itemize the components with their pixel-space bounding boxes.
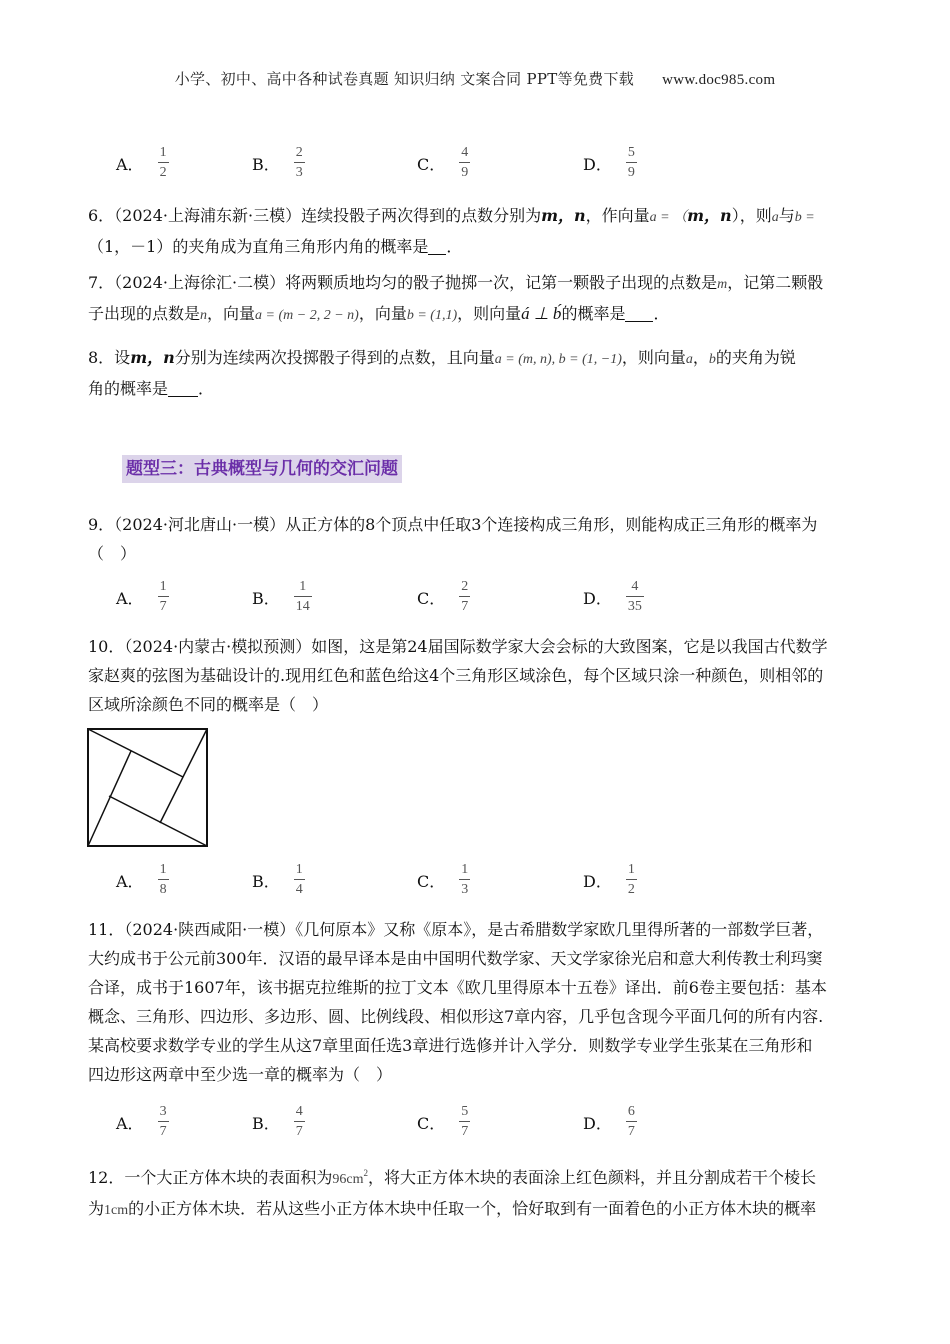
q11-option-b[interactable]: B． $\frac{4}{7}$: [252, 1104, 303, 1139]
fraction: $\frac{4}{35}$: [627, 579, 642, 614]
q5-options: [116, 145, 876, 191]
fraction: $\frac{1}{4}$: [295, 862, 303, 897]
page-header: [0, 68, 950, 89]
fraction: $\frac{1}{8}$: [159, 862, 167, 897]
q11-option-d[interactable]: D． $\frac{6}{7}$: [583, 1104, 635, 1139]
q9-option-d[interactable]: D． $\frac{4}{35}$: [583, 579, 642, 614]
header-site: www.doc985.com: [662, 72, 776, 88]
answer-blank[interactable]: [428, 236, 446, 255]
fraction: $\frac{4}{7}$: [295, 1104, 303, 1139]
fraction: $\frac{2}{7}$: [461, 579, 469, 614]
fraction: $\frac{1}{7}$: [159, 579, 167, 614]
q11-options: [116, 1104, 876, 1150]
section-title: 题型三：古典概型与几何的交汇问题: [122, 455, 402, 483]
answer-blank[interactable]: [168, 378, 198, 397]
q5-option-c[interactable]: C． $\frac{4}{9}$: [417, 145, 469, 180]
q10-option-c[interactable]: C． $\frac{1}{3}$: [417, 862, 469, 897]
fraction: $\frac{1}{2}$: [627, 862, 635, 897]
fraction: $\frac{4}{9}$: [461, 145, 469, 180]
q10-option-b[interactable]: B． $\frac{1}{4}$: [252, 862, 303, 897]
q9-option-b[interactable]: B． $\frac{1}{14}$: [252, 579, 310, 614]
q10-option-a[interactable]: A． $\frac{1}{8}$: [116, 862, 167, 897]
q5-option-b[interactable]: B． $\frac{2}{3}$: [252, 145, 303, 180]
q9-option-a[interactable]: A． $\frac{1}{7}$: [116, 579, 167, 614]
question-8: 8．设m，n分别为连续两次投掷骰子得到的点数，且向量a = (m, n), b = (1, −1)，则向量a，b的夹角为锐 角的概率是 ．: [88, 348, 796, 398]
header-text: 小学、初中、高中各种试卷真题 知识归纳 文案合同 PPT等免费下载: [174, 70, 635, 88]
q5-option-a[interactable]: A． $\frac{1}{2}$: [116, 145, 167, 180]
question-10: 10．（2024·内蒙古·模拟预测）如图，这是第24届国际数学家大会会标的大致图案，它是以我国古代数学 家赵爽的弦图为基础设计的.现用红色和蓝色给这4个三角形区域涂色，每个区域只涂一种颜色，则相邻的 区域所涂颜色不同的概率是（ ）: [88, 637, 828, 714]
fraction: $\frac{5}{7}$: [461, 1104, 469, 1139]
fraction: $\frac{2}{3}$: [295, 145, 303, 180]
zhao-shuang-diagram: [86, 727, 210, 849]
q9-options: [116, 579, 876, 625]
question-7: 7．（2024·上海徐汇·二模）将两颗质地均匀的骰子抛掷一次，记第一颗骰子出现的点数是m，记第二颗骰 子出现的点数是n，向量a = (m − 2, 2 − n)，向量b = (1,1)，则向量á ⊥ b́的概率是 ．: [88, 273, 824, 323]
question-11: 11．（2024·陕西咸阳·一模）《几何原本》又称《原本》，是古希腊数学家欧几里得所著的一部数学巨著， 大约成书于公元前300年．汉语的最早译本是由中国明代数学家、天文学家徐光启和意大利传教士利玛窦 合译，成书于1607年，该书据克拉维斯的拉丁文本《欧几里得原本十五卷》译出．前6卷主要包括：基本 概念、三角形、四边形、多边形、圆、比例线段、相似形这7章内容，几乎包含现今平面几何的所有内容. 某高校要求数学专业的学生从这7章里面任选3章进行选修并计入学分．则数学专业学生张某在三角形和 四边形这两章中至少选一章的概率为（ ）: [88, 920, 827, 1084]
question-9: 9．（2024·河北唐山·一模）从正方体的8个顶点中任取3个连接构成三角形，则能构成正三角形的概率为 （ ）: [88, 515, 818, 563]
q9-option-c[interactable]: C． $\frac{2}{7}$: [417, 579, 469, 614]
question-12: 12．一个大正方体木块的表面积为$96cm^2$，将大正方体木块的表面涂上红色颜料，并且分割成若干个棱长 为1cm的小正方体木块．若从这些小正方体木块中任取一个，恰好取到有一面着色的小正方体木块的概率: [88, 1168, 817, 1218]
fraction: $\frac{1}{3}$: [461, 862, 469, 897]
fraction: $\frac{1}{2}$: [159, 145, 167, 180]
fraction: $\frac{5}{9}$: [627, 145, 635, 180]
question-6: 6．（2024·上海浦东新·三模）连续投骰子两次得到的点数分别为m，n，作向量a = （m，n），则a与b = （1，－1）的夹角成为直角三角形内角的概率是 ．: [88, 206, 815, 256]
q11-option-c[interactable]: C． $\frac{5}{7}$: [417, 1104, 469, 1139]
fraction: $\frac{6}{7}$: [627, 1104, 635, 1139]
q11-option-a[interactable]: A． $\frac{3}{7}$: [116, 1104, 167, 1139]
q10-options: [116, 862, 876, 908]
q10-option-d[interactable]: D． $\frac{1}{2}$: [583, 862, 635, 897]
fraction: $\frac{1}{14}$: [295, 579, 310, 614]
fraction: $\frac{3}{7}$: [159, 1104, 167, 1139]
q5-option-d[interactable]: D． $\frac{5}{9}$: [583, 145, 635, 180]
answer-blank[interactable]: [625, 303, 653, 322]
